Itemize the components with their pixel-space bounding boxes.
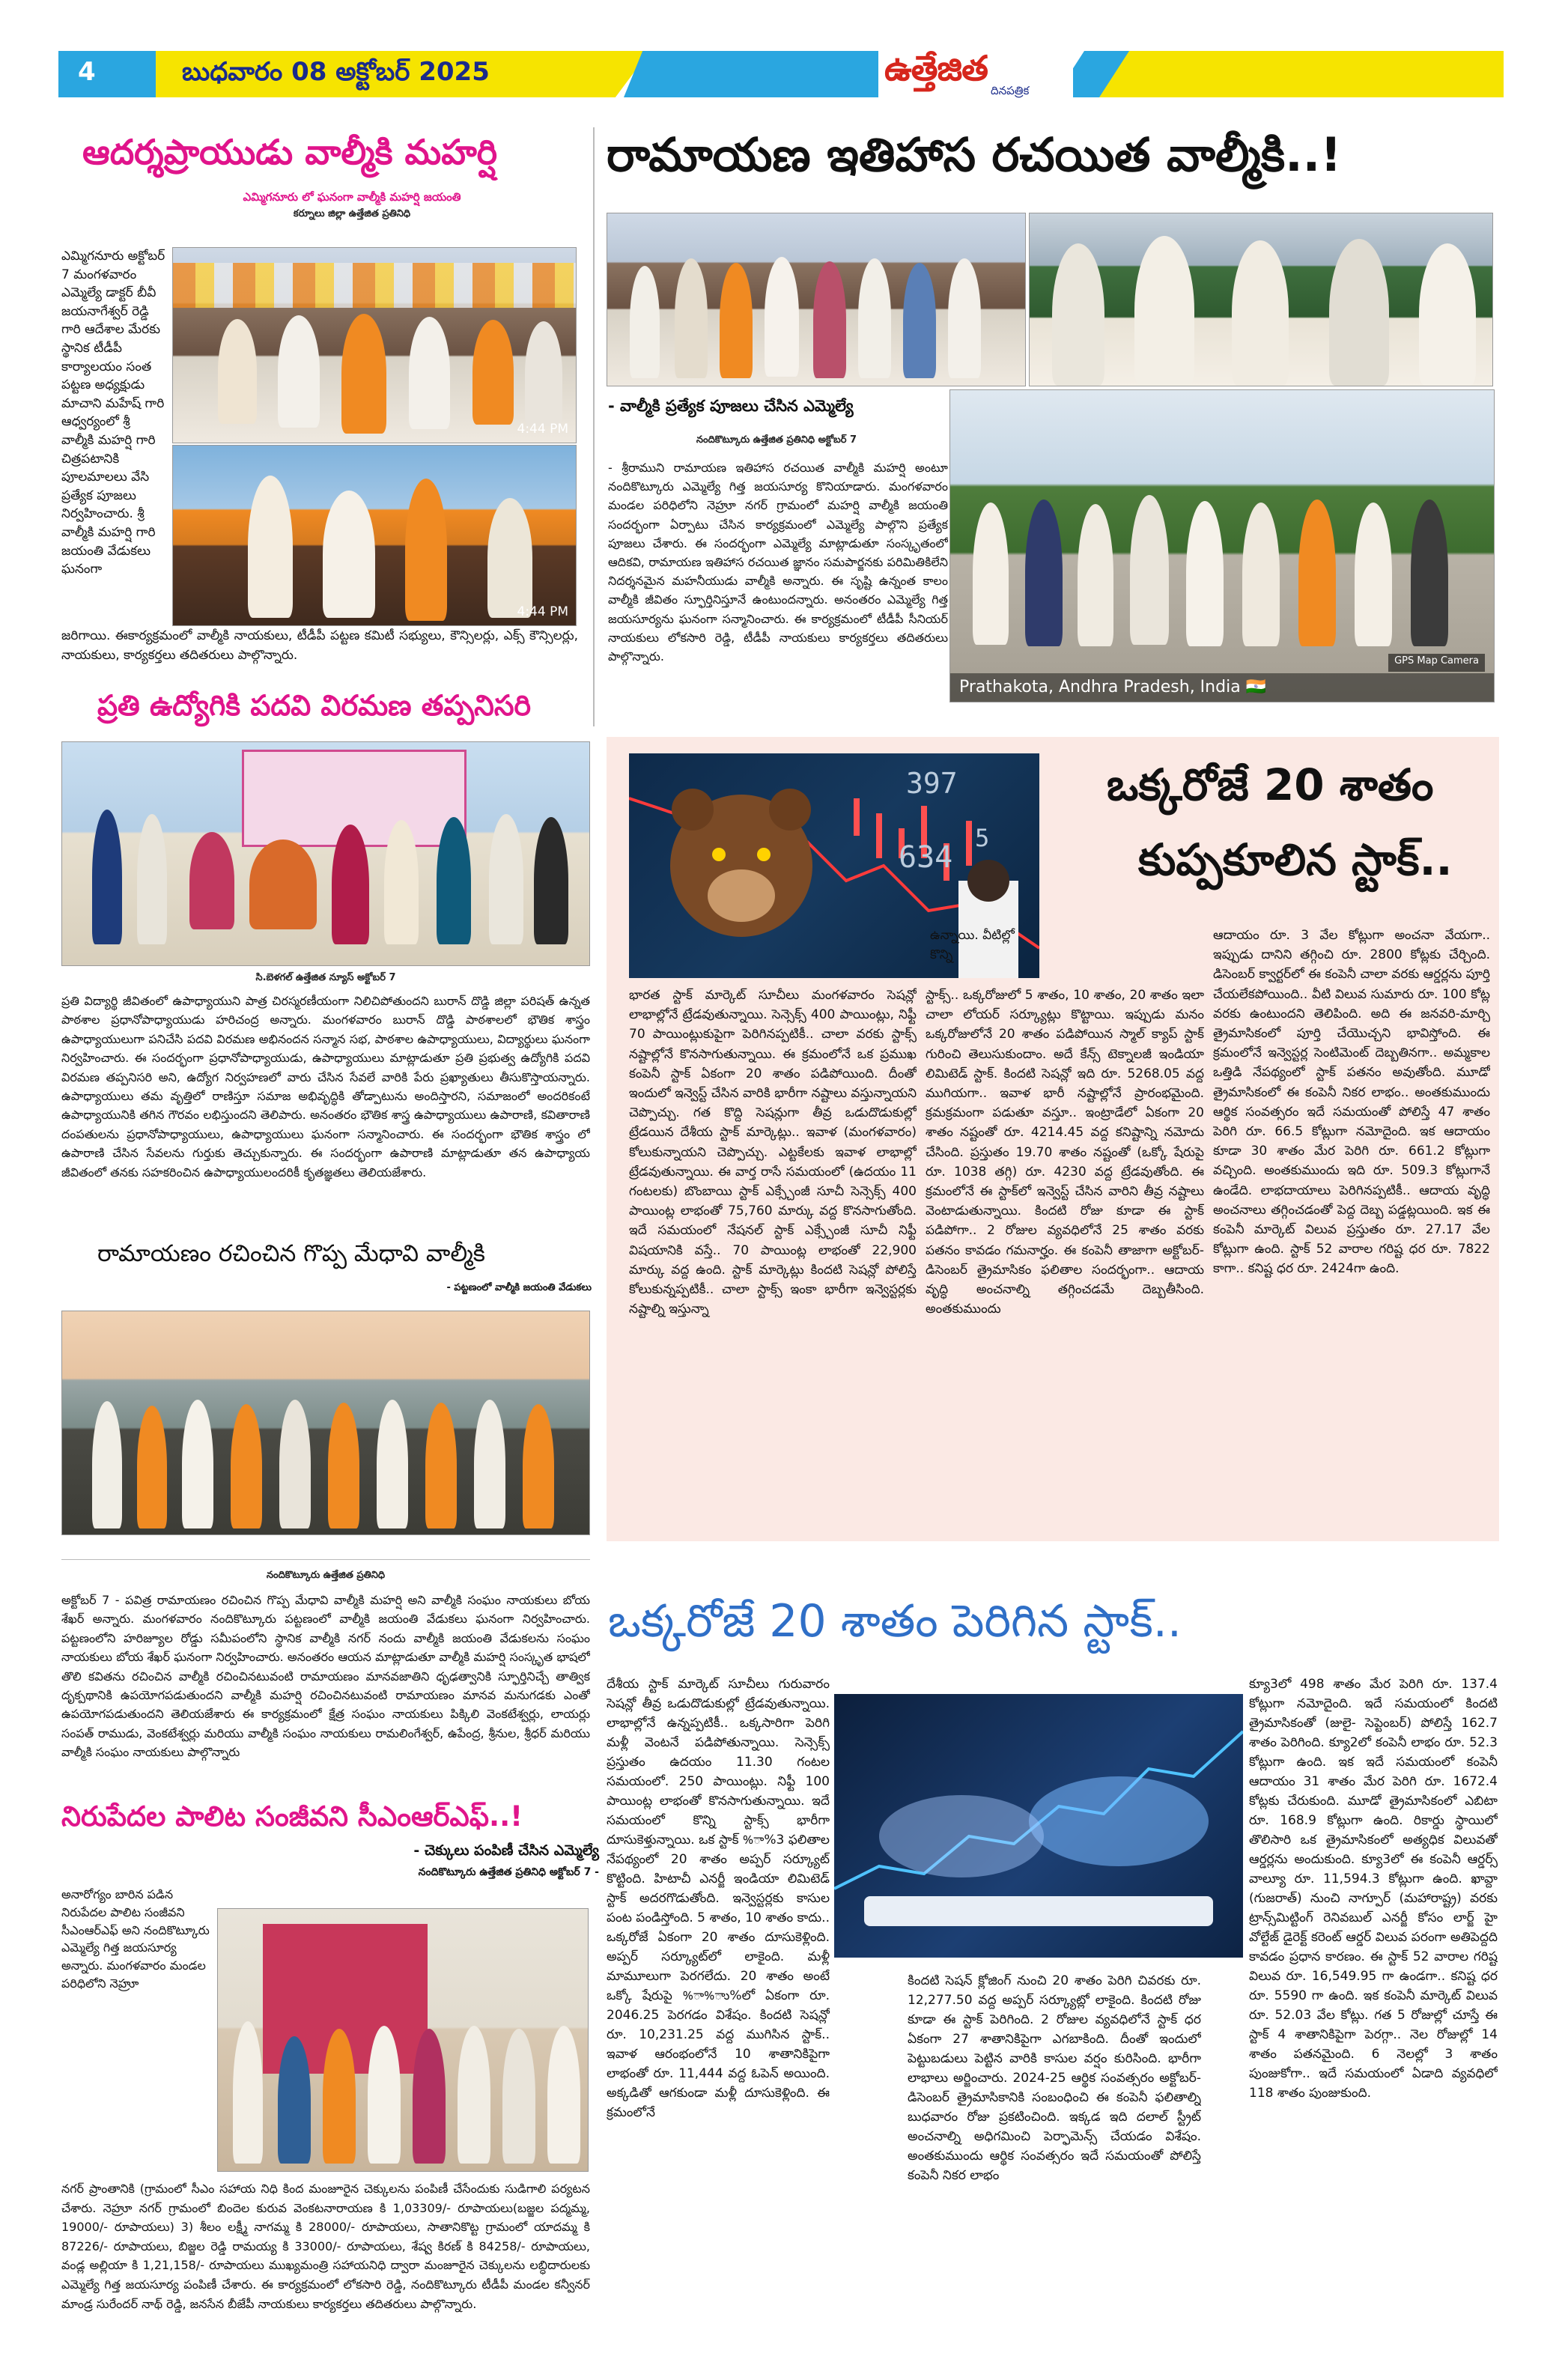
person-figure [137, 1406, 167, 1528]
person-figure [384, 820, 419, 944]
person-figure [547, 2026, 580, 2164]
masthead-logo-sub: దినపత్రిక [991, 84, 1030, 97]
person-figure [523, 1404, 554, 1528]
bear-ear-icon [769, 789, 811, 831]
article2-byline: నందికొట్కూరు ఉత్తేజిత ప్రతినిధి అక్టోబర్ 7 [696, 434, 857, 446]
person-figure [137, 814, 167, 944]
person-figure [458, 2026, 490, 2164]
article2-subhead: - వాల్మీకి ప్రత్యేక పూజలు చేసిన ఎమ్మెల్యే [608, 397, 854, 415]
person-figure [489, 814, 523, 944]
article7-headline: ఒక్కరోజే 20 శాతం పెరిగిన స్టాక్.. [608, 1595, 1182, 1648]
person-figure [278, 315, 320, 428]
article2-text: - శ్రీరాముని రామాయణ ఇతిహాస రచయిత వాల్మీకి మహర్షి అంటూ నందికొట్కూరు ఎమ్మెల్యే గిత్త జయసూర్య కొనియాడారు. మంగళవారం మండల పరిధిలోని నెహ్రూ నగర్ గ్రామంలో మహర్షి వాల్మీకి జయంతి సందర్భంగా ఏర్పాటు చేసిన కార్యక్రమంలో ఎమ్మెల్యే పాల్గొని ప్రత్యేక పూజలు చేశారు. ఈ సందర్భంగా ఎమ్మెల్యే మాట్లాడుతూ సంస్కృతంలో ఆదికవి, రామాయణ ఇతిహాస రచయిత జ్ఞానం సమపార్జనకు పరిమితికిలేని నిదర్శనమైన మహనీయుడు వాల్మీకి అన్నారు. ఈ సృష్టి ఉన్నంత కాలం వాల్మీకి జీవితం స్ఫూర్తినిస్తూనే ఉంటుందన్నారు. అనంతరం ఎమ్మెల్యే గిత్త జయసూర్యను ఘనంగా సన్మానించారు. ఈ కార్యక్రమంలో టీడీపీ సీనియర్ నాయకులు లోకసారి రెడ్డి, టీడీపీ నాయకులు కార్యకర్తలు తదితరులు పాల్గొన్నారు. [608, 461, 948, 664]
article6-headline-line2: కుప్పకూలిన స్టాక్.. [1138, 834, 1453, 885]
person-figure [1232, 240, 1289, 386]
person-figure [279, 1400, 311, 1528]
person-figure [1134, 236, 1194, 386]
article1-photo-bottom [172, 445, 577, 626]
article4-byline: నందికొట్కూరు ఉత్తేజిత ప్రతినిధి [266, 1570, 386, 1581]
article5-subhead: - చెక్కులు పంపిణీ చేసిన ఎమ్మెల్యే [413, 1842, 599, 1859]
article6-headline-line1: ఒక్కరోజే 20 శాతం [1107, 759, 1434, 810]
person-figure [1329, 239, 1389, 386]
person-figure [1355, 503, 1392, 646]
masthead-blue-band-right [624, 51, 893, 97]
article7-col3: క్యూ3లో 498 శాతం మేర పెరిగి రూ. 137.4 కోట్లుగా నమోదైంది. ఇదే సమయంలో కిందటి త్రైమాసికంతో (జులై- సెప్టెంబర్) పోలిస్తే 162.7 శాతం పెరిగింది. క్యూ2లో కంపెనీ లాభం రూ. 52.3 కోట్లుగా ఉంది. ఇక ఇదే సమయంలో కంపెనీ ఆదాయం 31 శాతం మేర పెరిగి రూ. 1672.4 కోట్లకు చేరుకుంది. మూడో త్రైమాసికంలో ఎబిటా రూ. 168.9 కోట్లుగా ఉంది. రికార్డు స్థాయిలో తొలిసారి ఒక త్రైమాసికంలో అత్యధిక విలువతో ఆర్డర్లను అందుకుంది. క్యూ3లో ఈ కంపెనీ ఆర్డర్స్ వాల్యూ రూ. 11,594.3 కోట్లుగా ఉంది. ఖావ్దా (గుజరాత్) నుంచి నాగ్పూర్ (మహారాష్ట్ర) వరకు ట్రాన్స్‌మిట్టింగ్ రెనివబుల్ ఎనర్జీ కోసం లార్జ్ హై వోల్టేజ్ డైరెక్ట్ కరెంట్ ఆర్డర్ విలువ పరంగా అతిపెద్దది కావడం ప్రధాన కారణం. ఈ స్టాక్ 52 వారాల గరిష్ట విలువ రూ. 16,549.95 గా ఉండగా.. కనిష్ట ధర రూ. 5590 గా ఉంది. ఇక కంపెనీ మార్కెట్ విలువ రూ. 52.03 వేల కోట్లు. గత 5 రోజుల్లో చూస్తే ఈ స్టాక్ 4 శాతానికిపైగా పెరగ్గా.. నెల రోజుల్లో 14 శాతం పతనమైంది. 6 నెలల్లో 3 శాతం పుంజుకోగా.. ఇదే సమయంలో ఏడాది వ్యవధిలో 118 శాతం పుంజుకుంది. [1249, 1677, 1498, 2101]
article6-col1: భారత స్టాక్ మార్కెట్ సూచీలు మంగళవారం సెషన్లో లాభాల్లోనే ట్రేడవుతున్నాయి. సెన్సెక్స్ 400 పాయింట్లు, నిఫ్టీ 70 పాయింట్లుకుపైగా పెరిగినప్పటికీ.. చాలా వరకు స్టాక్స్ నష్టాల్లోనే కొనసాగుతున్నాయి. ఈ క్రమంలోనే ఒక ప్రముఖ కంపెనీ స్టాక్ ఏకంగా 20 శాతం పడిపోయింది. దీంతో ఇందులో ఇన్వెస్ట్ చేసిన వారికి భారీగా నష్టాలు వస్తున్నాయని చెప్పొచ్చు. గత కొద్ది సెషన్లుగా తీవ్ర ఒడుదొడుకుల్లో ట్రేడయిన దేశీయ స్టాక్ మార్కెట్లు.. ఇవాళ (మంగళవారం) కోలుకున్నాయని చెప్పొచ్చు. ఎట్టకేలకు ఇవాళ లాభాల్లో ట్రేడవుతున్నాయి. ఈ వార్త రాసే సమయంలో (ఉదయం 11 గంటలకు) బొంబాయి స్టాక్ ఎక్స్చేంజీ సూచీ సెన్సెక్స్ 400 పాయింట్ల లాభంతో 75,760 మార్కు వద్ద కొనసాగుతోంది. ఇదే సమయంలో నేషనల్ స్టాక్ ఎక్స్చేంజీ సూచీ నిఫ్టీ విషయానికి వస్తే.. 70 పాయింట్ల లాభంతో 22,900 మార్కు వద్ద ఉంది. స్టాక్ మార్కెట్లు కిందటి సెషన్లో పోలిస్తే కోలుకున్నప్పటికీ.. చాలా స్టాక్స్ ఇంకా భారీగా ఇన్వెస్టర్లకు నష్టాల్ని ఇస్తున్నా [629, 988, 917, 1317]
article5-photo [217, 1908, 589, 2172]
divider [593, 127, 595, 726]
article3-text: ప్రతి విద్యార్థి జీవితంలో ఉపాధ్యాయుని పాత్ర చిరస్మరణీయంగా నిలిచిపోతుందని బురాన్ దొడ్డి జిల్లా పరిషత్ ఉన్నత పాఠశాల ప్రధానోపాధ్యాయుడు హరిచంద్ర అన్నారు. మంగళవారం బురాన్ దొడ్డి పాఠశాలలో భౌతిక శాస్త్రం ఉపాధ్యాయులుగా పనిచేసి పదవి విరమణ అభినందన సన్మాన సభ, పాఠశాల ఉపాధ్యాయులు, విద్యార్థులు ఘనంగా నిర్వహించారు. ఈ సందర్భంగా ప్రధానోపాధ్యాయుడు, ఉపాధ్యాయులు మాట్లాడుతూ ప్రతి ప్రభుత్వ ఉద్యోగికి పదవి విరమణ తప్పనిసరి అని, ఉద్యోగ నిర్వహణలో వారు చేసిన సేవలే వారికి పేరు ప్రఖ్యాతులు తీసుకొస్తాయన్నారు. ఉపాధ్యాయులు తమ వృత్తిలో రాణిస్తూ సమాజ అభివృద్ధికి తోడ్పాటును అందిస్తారని, సమాజంలో అందరికంటే ఉపాధ్యాయునికి తగిన గౌరవం లభిస్తుందని తెలిపారు. అనంతరం భౌతిక శాస్త్ర ఉపాధ్యాయులు ఉపారాణి, కవితారాణి దంపతులను ప్రధానోపాధ్యాయులు, ఉపాధ్యాయులు ఘనంగా సన్మానించారు. ఈ సందర్భంగా భౌతిక శాస్త్రం లో ఉపారాణి చేసిన సేవలను గుర్తుకు తెచ్చుకున్నారు. ఈ సందర్భంగా ఉపారాణి మాట్లాడుతూ తన ఉపాధ్యాయ జీవితంలో తనకు సహకరించిన ఉపాధ్యాయులందరికీ కృతజ్ఞతలు తెలియజేశారు. [61, 994, 590, 1180]
photo-timestamp: 4:44 PM [517, 604, 568, 619]
article4-headline: రామాయణం రచించిన గొప్ప మేధావి వాల్మీకి [97, 1240, 485, 1267]
person-figure [377, 1400, 408, 1528]
bear-muzzle-icon [708, 869, 775, 922]
article1-subhead: ఎమ్మిగనూరు లో ఘనంగా వాల్మీకి మహర్షి జయంతి [243, 190, 461, 204]
person-figure [425, 1403, 457, 1528]
person-figure [405, 479, 447, 621]
article5-headline: నిరుపేదల పాలిట సంజీవని సీఎంఆర్ఎఫ్..! [61, 1800, 523, 1833]
person-figure [630, 266, 660, 378]
person-figure [332, 825, 369, 944]
person-figure [1242, 503, 1280, 646]
person-figure [474, 1400, 505, 1528]
graphic-number: 634 [899, 840, 953, 875]
article2-headline: రామాయణ ఇతిహాస రచయిత వాల్మీకి..! [607, 127, 1342, 182]
graphic-number: 397 [906, 767, 958, 800]
article1-headline: ఆదర్శప్రాయుడు వాల్మీకి మహర్షి [82, 132, 497, 172]
person-figure [1411, 500, 1448, 646]
gps-camera-label-text: GPS Map Camera [1394, 655, 1479, 667]
article1-wide-text: జరిగాయి. ఈకార్యక్రమంలో వాల్మీకి నాయకులు, టీడీపీ పట్టణ కమిటీ సభ్యులు, కౌన్సిలర్లు, ఎక్స్ కౌన్సిలర్లు, నాయకులు, కార్యకర్తలు తదితరులు పాల్గొన్నారు. [61, 628, 578, 663]
person-figure [1130, 495, 1169, 645]
article6-col2: స్టాక్స్.. ఒక్కరోజులో 5 శాతం, 10 శాతం, 20 శాతం ఇలా చాలా లోయర్ సర్క్యూట్లు కొట్టాయి. ఇప్పుడు మనం ఒక్కరోజులోనే 20 శాతం పడిపోయిన స్మాల్ క్యాప్ స్టాక్ గురించి తెలుసుకుందాం. అదే కేన్స్ టెక్నాలజీ ఇండియా లిమిటెడ్ స్టాక్. కిందటి సెషన్లో ఇది రూ. 5268.05 వద్ద ముగియగా.. ఇవాళ భారీ నష్టాల్లోనే ప్రారంభమైంది. క్రమక్రమంగా పడుతూ వస్తూ.. ఇంట్రాడేలో ఏకంగా 20 శాతం నష్టంతో రూ. 4214.45 వద్ద కనిష్టాన్ని నమోదు చేసింది. ప్రస్తుతం 19.70 శాతం నష్టంతో (ఒక్కో షేరుపై రూ. 1038 తగ్గి) రూ. 4230 వద్ద ట్రేడవుతోంది. ఈ క్రమంలోనే ఈ స్టాక్‌లో ఇన్వెస్ట్ చేసిన వారిని తీవ్ర నష్టాలు వెంటాడుతున్నాయి. కిందటి రోజు కూడా ఈ స్టాక్ పడిపోగా.. 2 రోజుల వ్యవధిలోనే 25 శాతం వరకు పతనం కావడం గమనార్హం. ఈ కంపెనీ తాజాగా అక్టోబర్-డిసెంబర్ త్రైమాసికం ఫలితాల సందర్భంగా.. ఆదాయ వృద్ధి అంచనాల్ని తగ్గించడమే దెబ్బతీసింది. అంతకుముందు [926, 988, 1204, 1317]
person-figure [218, 319, 257, 424]
person-figure [437, 817, 471, 944]
person-figure [948, 258, 981, 378]
person-figure [534, 817, 568, 944]
location-caption: Prathakota, Andhra Pradesh, India 🇮🇳 [950, 673, 1495, 702]
graphic-number: 5 [975, 824, 990, 852]
person-figure [92, 810, 122, 944]
person-figure [858, 258, 891, 378]
article3-photo [61, 741, 590, 966]
person-figure [472, 320, 514, 425]
tablet-icon [864, 1896, 1213, 1926]
person-figure [409, 317, 450, 429]
person-figure [1298, 500, 1336, 646]
person-figure [1186, 501, 1224, 646]
photo-timestamp: 4:44 PM [517, 422, 568, 437]
person-figure [525, 321, 562, 426]
person-figure [249, 840, 317, 929]
person-figure [182, 1400, 213, 1528]
person-figure [1025, 500, 1063, 646]
person-figure [720, 263, 753, 378]
article5-byline: నందికొట్కూరు ఉత్తేజిత ప్రతినిధి అక్టోబర్ 7 - [418, 1866, 599, 1878]
person-figure [248, 476, 293, 618]
article7-graphic [834, 1694, 1243, 1958]
bull-icon [1029, 1776, 1209, 1866]
article7-col2: కిందటి సెషన్ క్లోజింగ్ నుంచి 20 శాతం పెరిగి చివరకు రూ. 12,277.50 వద్ద అప్పర్ సర్క్యూట్లో లాకైంది. కిందటి రోజు కూడా ఈ స్టాక్ పెరిగింది. 2 రోజుల వ్యవధిలోనే స్టాక్ ధర ఏకంగా 27 శాతానికిపైగా ఎగబాకింది. దీంతో ఇందులో పెట్టుబడులు పెట్టిన వారికి కాసుల వర్షం కురిసింది. భారీగా లాభాలు అర్జించారు. 2024-25 ఆర్థిక సంవత్సరం అక్టోబర్-డిసెంబర్ త్రైమాసికానికి సంబంధించి ఈ కంపెనీ ఫలితాల్ని బుధవారం రోజు ప్రకటించింది. ఇక్కడ ఇది దలాల్ స్ట్రీట్ అంచనాల్ని అధిగమించి పెర్ఫామెన్స్ చేయడం విశేషం. అంతకుముందు ఆర్థిక సంవత్సరం ఇదే సమయంతో పోలిస్తే కంపెనీ నికర లాభం [908, 1973, 1201, 2183]
article1-narrow-text: ఎమ్మిగనూరు అక్టోబర్ 7 మంగళవారం ఎమ్మెల్యే డాక్టర్ బీవీ జయనాగేశ్వర్ రెడ్డి గారి ఆదేశాల మేరకు స్థానిక టీడీపీ కార్యాలయం సంత పట్టణ అధ్యక్షుడు మాచాని మహేష్ గారి ఆధ్వర్యంలో శ్రీ వాల్మీకి మహర్షి గారి చిత్రపటానికి పూలమాలలు వేసి ప్రత్యేక పూజలు నిర్వహించారు. శ్రీ వాల్మీకి మహర్షి గారి జయంతి వేడుకలు ఘనంగా [61, 249, 165, 577]
person-figure [189, 832, 234, 929]
person-figure [413, 2029, 446, 2164]
article4-photo [61, 1311, 590, 1535]
article4-text: అక్టోబర్ 7 - పవిత్ర రామాయణం రచించిన గొప్ప మేధావి వాల్మీకి మహర్షి అని వాల్మీకి సంఘం నాయకులు బోయ శేఖర్ అన్నారు. మంగళవారం నందికొట్కూరు పట్టణంలో వాల్మీకి జయంతి వేడుకలు ఘనంగా నిర్వహించారు. పట్టణంలోని హరిజ్యూల రోడ్డు సమీపంలోని స్థానిక వాల్మీకి నగర్ నందు వాల్మీకి జయంతి వేడుకలను సంఘం నాయకులు బోయ శేఖర్ ఘనంగా నిర్వహించారు. అనంతరం ఆయన మాట్లాడుతూ వాల్మీకి మహర్షి సంస్కృత భాషలో తొలి కవితను రచించిన వాల్మీకి రచించినటువంటి రామాయణం మానవజాతిని ధృఢత్వానికి స్ఫూర్తినిచ్చే తాత్విక దృక్పథానికి ఉపయోగపడుతుందని వాల్మీకి మహర్షి రచించినటువంటి రామాయణం మానవ మనుగడకు ఎంతో ఉపయోగపడుతుందని తెలియజేశారు ఈ కార్యక్రమంలో క్షేత్ర సంఘం నాయకులు పిక్కిలి వెంకటేశ్వర్లు, లాయర్లు సంపత్ రాముడు, వెంకటేశ్వర్లు మరియు వాల్మీకి సంఘం నాయకులు రామలింగేశ్వర్, ఉపేంద్ర, శ్రీనుల, శ్రీధర్ మరియు వాల్మీకి సంఘం నాయకులు పాల్గొన్నారు [61, 1593, 590, 1760]
person-figure [1419, 243, 1476, 386]
person-figure [231, 1404, 262, 1528]
article2-photo-2 [1029, 213, 1493, 386]
gps-camera-label [1388, 654, 1485, 672]
article3-headline: ప్రతి ఉద్యోగికి పదవి విరమణ తప్పనిసరి [97, 689, 532, 722]
stressed-trader-head [967, 860, 1009, 902]
photo-flags [173, 263, 577, 308]
article5-narrow-text: అనారోగ్యం బారిన పడిన నిరుపేదల పాలిట సంజీవని సీఎంఆర్ఎఫ్ అని నందికొట్కూరు ఎమ్మెల్యే గిత్త జయసూర్య అన్నారు. మంగళవారం మండల పరిధిలోని నెహ్రూ [61, 1887, 210, 1991]
article2-photo-1 [607, 213, 1026, 386]
issue-date: బుధవారం 08 అక్టోబర్ 2025 [182, 57, 490, 87]
stock-rally-graphic [834, 1694, 1243, 1958]
bear-ear-icon [672, 789, 714, 831]
person-figure [323, 491, 375, 618]
article5-wide-text: నగర్ ప్రాంతానికి (గ్రామంలో సీఎం సహాయ నిధి కింద మంజూరైన చెక్కులను పంపిణీ చేసేందుకు సుడిగాలి పర్యటన చేశారు. నెహ్రూ నగర్ గ్రామంలో బిందెల కురువ వెంకటనారాయణ కి 1,03309/- రూపాయలు(బజ్జల పద్మమ్మ, 19000/- రూపాయలు) 3) శీలం లక్ష్మీ నాగమ్మ కి 28000/- రూపాయలు, సాతానికొట్ట గ్రామంలో యాదమ్మ కి 87226/- రూపాయలు, బిజ్జల రెడ్డి రామయ్య కి 33000/- రూపాయలు, శేష్వ కిరణ్ కి 84258/- రూపాయలు, వండ్ల అల్లియా కి 1,21,158/- రూపాయలు ముఖ్యమంత్రి సహాయనిధి ద్వారా మంజూరైన చెక్కులను లబ్ధిదారులకు ఎమ్మెల్యే గిత్త జయసూర్య పంపిణీ చేశారు. ఈ కార్యక్రమంలో లోకసారి రెడ్డి, నందికొట్కూరు టీడీపీ మండల కన్వీనర్ మాండ్ర సురేందర్ నాథ్ రెడ్డి, జనసేన బీజేపీ నాయకులు కార్యకర్తలు తదితరులు పాల్గొన్నారు. [61, 2182, 590, 2311]
masthead-logo-text: ఉత్తేజిత [884, 48, 988, 88]
person-figure [1078, 504, 1113, 646]
article1-byline: కర్నూలు జిల్లా ఉత్తేజిత ప్రతినిధి [293, 208, 411, 219]
person-figure [765, 257, 799, 377]
person-figure [92, 1401, 122, 1528]
person-figure [341, 314, 386, 434]
person-figure [323, 2029, 356, 2164]
article6-col3: ఆదాయం రూ. 3 వేల కోట్లుగా అంచనా వేయగా.. ఇప్పుడు దానిని తగ్గించి రూ. 2800 కోట్లకు చేర్చింది. డిసెంబర్ క్వార్టర్‌లో ఈ కంపెనీ చాలా వరకు ఆర్డర్లను పూర్తి చేయలేకపోయింది.. వీటి విలువ సుమారు రూ. 100 కోట్ల వరకు ఉంటుందని తెలిపింది. అది ఈ జనవరి-మార్చి త్రైమాసికంలో పూర్తి చేయొచ్చని భావిస్తోంది. ఈ క్రమంలోనే ఇన్వెస్టర్ల సెంటిమెంట్ దెబ్బతినగా.. అమ్మకాల ఒత్తిడి నేపథ్యంలో స్టాక్ పతనం అవుతోంది. మూడో త్రైమాసికంలో ఈ కంపెనీ నికర లాభం.. అంతకుముందు ఆర్థిక సంవత్సరం ఇదే సమయంతో పోలిస్తే 47 శాతం పెరిగి రూ. 66.5 కోట్లుగా నమోదైంది. ఇక ఆదాయం కూడా 30 శాతం మేర పెరిగి రూ. 661.2 కోట్లుగా వచ్చింది. అంతకుముందు ఇది రూ. 509.3 కోట్లుగానే ఉండేది. లాభదాయాలు పెరిగినప్పటికీ.. ఆదాయ వృద్ధి అంచనాలు తగ్గించడంతో పెద్ద దెబ్బ పడ్డట్లయింది. ఇక ఈ కంపెనీ మార్కెట్ విలువ ప్రస్తుతం రూ. 27.17 వేల కోట్లుగా ఉంది. స్టాక్ 52 వారాల గరిష్ట ధర రూ. 7822 కాగా.. కనిష్ట ధర రూ. 2424గా ఉంది. [1213, 928, 1490, 1277]
person-figure [328, 1403, 359, 1528]
person-figure [813, 261, 846, 378]
bear-icon [879, 1795, 1044, 1877]
article6-col2-top: ఉన్నాయి. వీటిల్లో కొన్ని [930, 928, 1015, 962]
article3-byline: సి.బెళగల్ ఉత్తేజిత న్యూస్ అక్టోబర్ 7 [255, 972, 396, 983]
bear-eye-icon [757, 848, 771, 861]
person-figure [278, 2036, 311, 2164]
page-number: 4 [78, 57, 96, 87]
person-figure [1052, 243, 1104, 386]
person-figure [675, 258, 708, 378]
person-figure [487, 498, 532, 618]
divider [61, 1559, 590, 1560]
person-figure [368, 2026, 401, 2164]
person-figure [903, 263, 936, 378]
bear-eye-icon [712, 848, 726, 861]
article4-subhead: - పట్టణంలో వాల్మీకి జయంతి వేడుకలు [446, 1282, 592, 1293]
article2-photo-3 [949, 389, 1495, 702]
masthead-logo [878, 48, 1073, 100]
article7-col1: దేశీయ స్టాక్ మార్కెట్ సూచీలు గురువారం సెషన్లో తీవ్ర ఒడుదొడుకుల్లో ట్రేడవుతున్నాయి. లాభాల్లోనే ఉన్నప్పటికీ.. ఒక్కసారిగా పెరిగి మళ్లీ వెంటనే పడిపోతున్నాయి. సెన్సెక్స్ ప్రస్తుతం ఉదయం 11.30 గంటల సమయంలో. 250 పాయింట్లు. నిఫ్టీ 100 పాయింట్ల లాభంతో కొనసాగుతున్నాయి. ఇదే సమయంలో కొన్ని స్టాక్స్ భారీగా దూసుకెళ్తున్నాయి. ఒక స్టాక్ %ా%3 ఫలితాల నేపథ్యంలో 20 శాతం అప్పర్ సర్క్యూట్ కొట్టింది. హిటాచీ ఎనర్జీ ఇండియా లిమిటెడ్ స్టాక్ అదరగొడుతోంది. ఇన్వెస్టర్లకు కాసుల పంట పండిస్తోంది. 5 శాతం, 10 శాతం కాదు.. ఒక్కరోజే ఏకంగా 20 శాతం దూసుకెళ్లింది. అప్పర్ సర్క్యూట్‌లో లాకైంది. మళ్లీ మామూలుగా పెరగలేదు. 20 శాతం అంటే ఒక్కో షేరుపై %ా%ాు%లో ఏకంగా రూ. 2046.25 పెరగడం విశేషం. కిందటి సెషన్లో రూ. 10,231.25 వద్ద ముగిసిన స్టాక్.. ఇవాళ ఆరంభంలోనే 10 శాతానికిపైగా లాభంతో రూ. 11,444 వద్ద ఓపెన్ అయింది. అక్కడితో ఆగకుండా మళ్లీ దూసుకెళ్లింది. ఈ క్రమంలోనే [607, 1677, 830, 2120]
masthead-yellow-band-right [1099, 51, 1504, 97]
person-figure [973, 503, 1009, 645]
masthead [58, 48, 1504, 97]
person-figure [233, 2021, 263, 2164]
article1-photo-top [172, 247, 577, 443]
person-figure [502, 2029, 535, 2164]
